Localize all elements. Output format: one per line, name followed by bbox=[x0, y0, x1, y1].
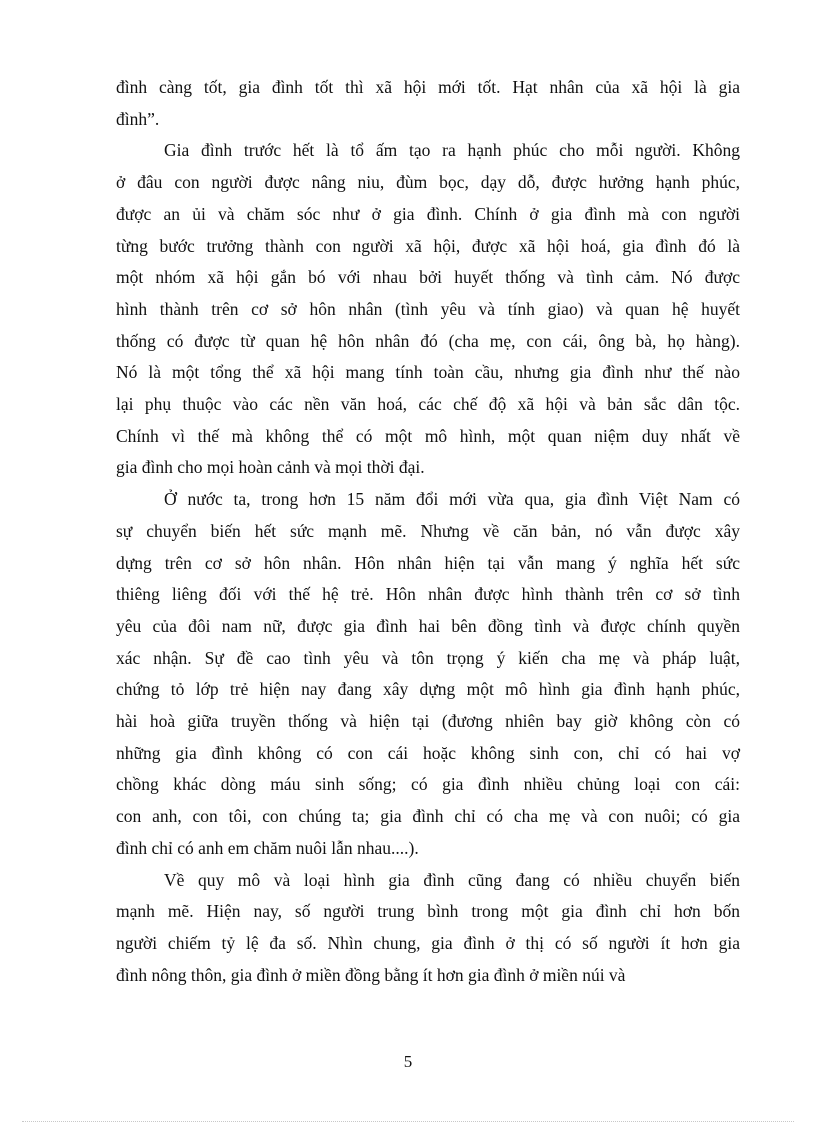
text-line: Gia đình trước hết là tổ ấm tạo ra hạnh phúc cho mỗi người. Không bbox=[164, 140, 740, 161]
text-line: lại phụ thuộc vào các nền văn hoá, các chế độ xã hội và bản sắc dân tộc. bbox=[116, 394, 740, 415]
text-line: yêu của đôi nam nữ, được gia đình hai bên đồng tình và được chính quyền bbox=[116, 615, 740, 636]
text-line: hình thành trên cơ sở hôn nhân (tình yêu và tính giao) và quan hệ huyết bbox=[116, 298, 740, 319]
text-line: đình chỉ có anh em chăm nuôi lẫn nhau....). bbox=[116, 837, 419, 858]
text-line: ở đâu con người được nâng niu, đùm bọc, dạy dỗ, được hưởng hạnh phúc, bbox=[116, 172, 740, 193]
paragraph bbox=[116, 72, 740, 135]
text-line: sự chuyển biến hết sức mạnh mẽ. Nhưng về căn bản, nó vẫn được xây bbox=[116, 520, 740, 541]
page-number: 5 bbox=[403, 1052, 413, 1071]
text-line: thống có được từ quan hệ hôn nhân đó (cha mẹ, con cái, ông bà, họ hàng). bbox=[116, 330, 740, 351]
text-line: xác nhận. Sự đề cao tình yêu và tôn trọng ý kiến cha mẹ và pháp luật, bbox=[116, 647, 740, 668]
text-line: con anh, con tôi, con chúng ta; gia đình chỉ có cha mẹ và con nuôi; có gia bbox=[116, 806, 740, 827]
text-line: đình nông thôn, gia đình ở miền đồng bằng ít hơn gia đình ở miền núi và bbox=[116, 964, 626, 985]
text-line: những gia đình không có con cái hoặc không sinh con, chỉ có hai vợ bbox=[116, 742, 740, 763]
text-line: đình càng tốt, gia đình tốt thì xã hội mới tốt. Hạt nhân của xã hội là gia bbox=[116, 77, 740, 97]
paragraph bbox=[116, 135, 740, 484]
text-line: thiêng liêng đối với thế hệ trẻ. Hôn nhân được hình thành trên cơ sở tình bbox=[116, 584, 740, 605]
text-line: người chiếm tỷ lệ đa số. Nhìn chung, gia đình ở thị có số người ít hơn gia bbox=[116, 932, 740, 953]
text-line: dựng trên cơ sở hôn nhân. Hôn nhân hiện tại vẫn mang ý nghĩa hết sức bbox=[116, 552, 740, 573]
text-line: chứng tỏ lớp trẻ hiện nay đang xây dựng một mô hình gia đình hạnh phúc, bbox=[116, 679, 740, 700]
page-bottom-divider bbox=[22, 1121, 794, 1122]
text-line: mạnh mẽ. Hiện nay, số người trung bình trong một gia đình chỉ hơn bốn bbox=[116, 901, 740, 922]
text-line: từng bước trưởng thành con người xã hội, được xã hội hoá, gia đình đó là bbox=[116, 235, 740, 256]
text-line: chồng khác dòng máu sinh sống; có gia đình nhiều chủng loại con cái: bbox=[116, 774, 740, 795]
text-line: Chính vì thế mà không thể có một mô hình, một quan niệm duy nhất về bbox=[116, 425, 740, 446]
text-line: hài hoà giữa truyền thống và hiện tại (đương nhiên bay giờ không còn có bbox=[116, 711, 740, 732]
body-text bbox=[116, 72, 740, 991]
text-line: Nó là một tổng thể xã hội mang tính toàn cầu, nhưng gia đình như thế nào bbox=[116, 362, 740, 383]
text-line: Về quy mô và loại hình gia đình cũng đang có nhiều chuyển biến bbox=[164, 869, 740, 890]
text-line: được an ủi và chăm sóc như ở gia đình. Chính ở gia đình mà con người bbox=[116, 203, 740, 224]
paragraph bbox=[116, 865, 740, 992]
text-line: gia đình cho mọi hoàn cảnh và mọi thời đại. bbox=[116, 457, 425, 478]
text-line: đình”. bbox=[116, 108, 160, 129]
paragraph bbox=[116, 484, 740, 864]
text-line: Ở nước ta, trong hơn 15 năm đổi mới vừa qua, gia đình Việt Nam có bbox=[164, 489, 740, 510]
text-line: một nhóm xã hội gắn bó với nhau bởi huyết thống và tình cảm. Nó được bbox=[116, 267, 740, 288]
